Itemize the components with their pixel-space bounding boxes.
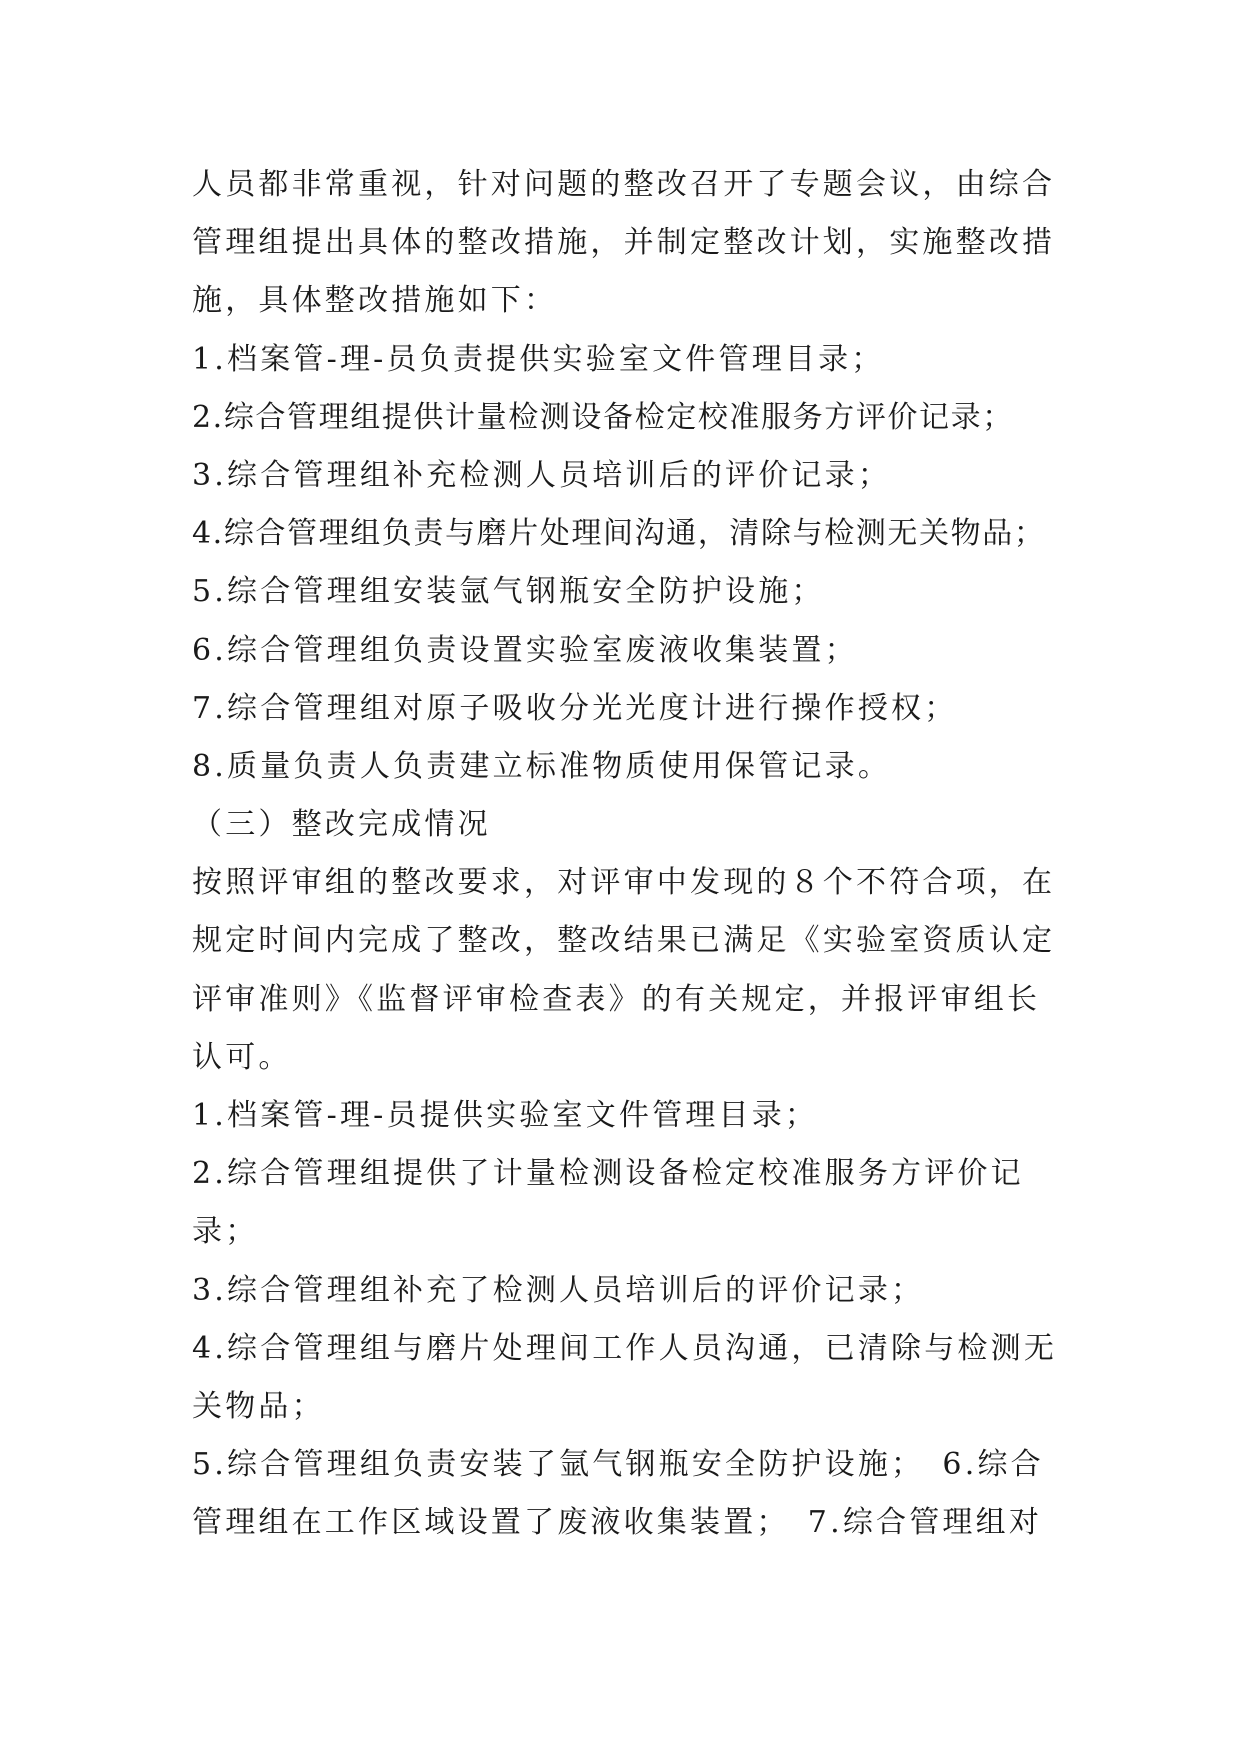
list-item: 管理组在工作区域设置了废液收集装置； 7.综合管理组对: [192, 1505, 1043, 1541]
paragraph-line: 评审准则》《监督评审检查表》的有关规定，并报评审组长: [192, 981, 1041, 1017]
paragraph-line: 按照评审组的整改要求，对评审中发现的８个不符合项，在: [192, 865, 1056, 901]
list-item: 2.综合管理组提供了计量检测设备检定校准服务方评价记: [192, 1156, 1024, 1192]
list-item: 7.综合管理组对原子吸收分光光度计进行操作授权；: [192, 690, 958, 726]
paragraph-line: 人员都非常重视，针对问题的整改召开了专题会议，由综合: [192, 167, 1056, 202]
list-item: 3.综合管理组补充检测人员培训后的评价记录；: [192, 457, 892, 493]
list-item: 5.综合管理组安装氩气钢瓶安全防护设施；: [192, 574, 825, 610]
list-item: 5.综合管理组负责安装了氩气钢瓶安全防护设施； 6.综合: [192, 1447, 1044, 1483]
section-heading: （三）整改完成情况: [192, 807, 491, 843]
paragraph-line: 规定时间内完成了整改，整改结果已满足《实验室资质认定: [192, 923, 1056, 959]
paragraph-line: 施，具体整改措施如下：: [192, 283, 558, 319]
list-item: 4.综合管理组与磨片处理间工作人员沟通，已清除与检测无: [192, 1330, 1058, 1366]
list-item: 关物品；: [192, 1388, 325, 1424]
list-item: 8.质量负责人负责建立标准物质使用保管记录。: [192, 748, 892, 784]
list-item: 3.综合管理组补充了检测人员培训后的评价记录；: [192, 1272, 925, 1308]
paragraph-line: 管理组提出具体的整改措施，并制定整改计划，实施整改措: [192, 225, 1056, 261]
list-item: 1.档案管-理-员提供实验室文件管理目录；: [192, 1098, 819, 1133]
list-item: 4.综合管理组负责与磨片处理间沟通，清除与检测无关物品；: [192, 516, 1046, 552]
list-item: 2.综合管理组提供计量检测设备检定校准服务方评价记录；: [192, 399, 1014, 435]
list-item: 6.综合管理组负责设置实验室废液收集装置；: [192, 632, 858, 668]
paragraph-line: 认可。: [192, 1039, 292, 1075]
document-body: [192, 156, 1062, 1553]
list-item: 1.档案管-理-员负责提供实验室文件管理目录；: [192, 341, 885, 377]
list-item: 录；: [192, 1214, 259, 1250]
